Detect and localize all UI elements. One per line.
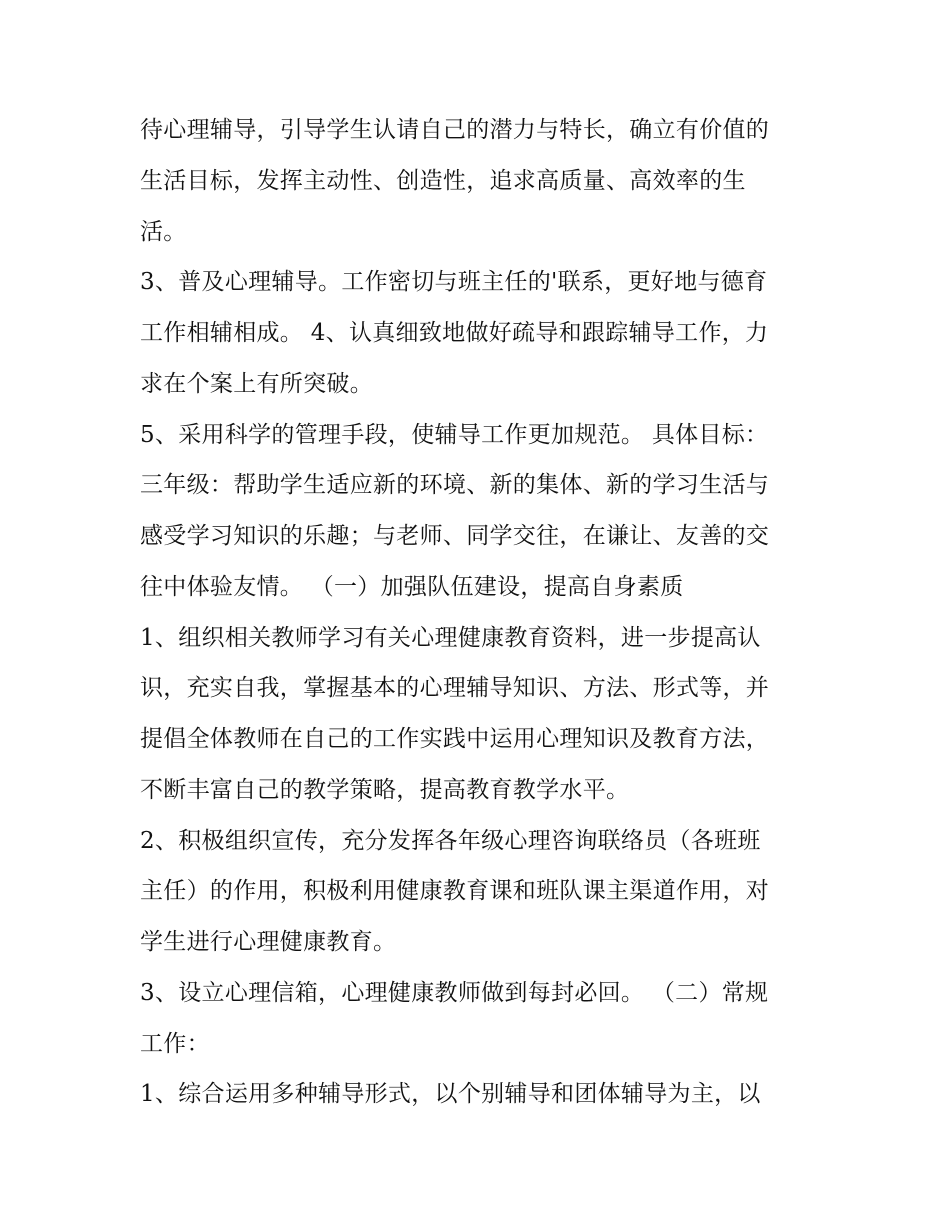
text-line: 2、积极组织宣传，充分发挥各年级心理咨询联络员（各班班 [140, 827, 761, 854]
text-line: 生活目标，发挥主动性、创造性，追求高质量、高效率的生 [140, 167, 746, 194]
text-line: 不断丰富自己的教学策略，提高教育教学水平。 [140, 776, 630, 803]
text-line: 往中体验友情。 （一）加强队伍建设，提高自身素质 [140, 573, 684, 600]
text-line: 求在个案上有所突破。 [140, 370, 373, 397]
text-line: 识，充实自我，掌握基本的心理辅导知识、方法、形式等，并 [140, 675, 770, 702]
text-line: 感受学习知识的乐趣；与老师、同学交往，在谦让、友善的交 [140, 523, 770, 549]
text-line: 5、采用科学的管理手段，使辅导工作更加规范。 具体目标： [140, 421, 769, 448]
text-line: 工作相辅相成。 4、认真细致地做好疏导和跟踪辅导工作，力 [140, 320, 769, 346]
text-line: 3、普及心理辅导。工作密切与班主任的'联系，更好地与德育 [140, 269, 768, 296]
text-line: 活。 [140, 218, 187, 245]
text-line: 工作： [140, 1030, 210, 1057]
text-line: 提倡全体教师在自己的工作实践中运用心理知识及教育方法， [140, 726, 770, 752]
text-line: 3、设立心理信箱，心理健康教师做到每封必回。 （二）常规 [140, 979, 769, 1006]
document-body [140, 105, 820, 1120]
text-line: 主任）的作用，积极利用健康教育课和班队课主渠道作用，对 [140, 878, 770, 905]
text-line: 待心理辅导，引导学生认请自己的潜力与特长，确立有价值的 [140, 117, 770, 143]
text-line: 1、组织相关教师学习有关心理健康教育资料，进一步提高认 [140, 624, 761, 651]
text-line: 1、综合运用多种辅导形式，以个别辅导和团体辅导为主，以 [140, 1081, 761, 1108]
text-line: 三年级：帮助学生适应新的环境、新的集体、新的学习生活与 [140, 472, 770, 499]
text-line: 学生进行心理健康教育。 [140, 929, 397, 955]
